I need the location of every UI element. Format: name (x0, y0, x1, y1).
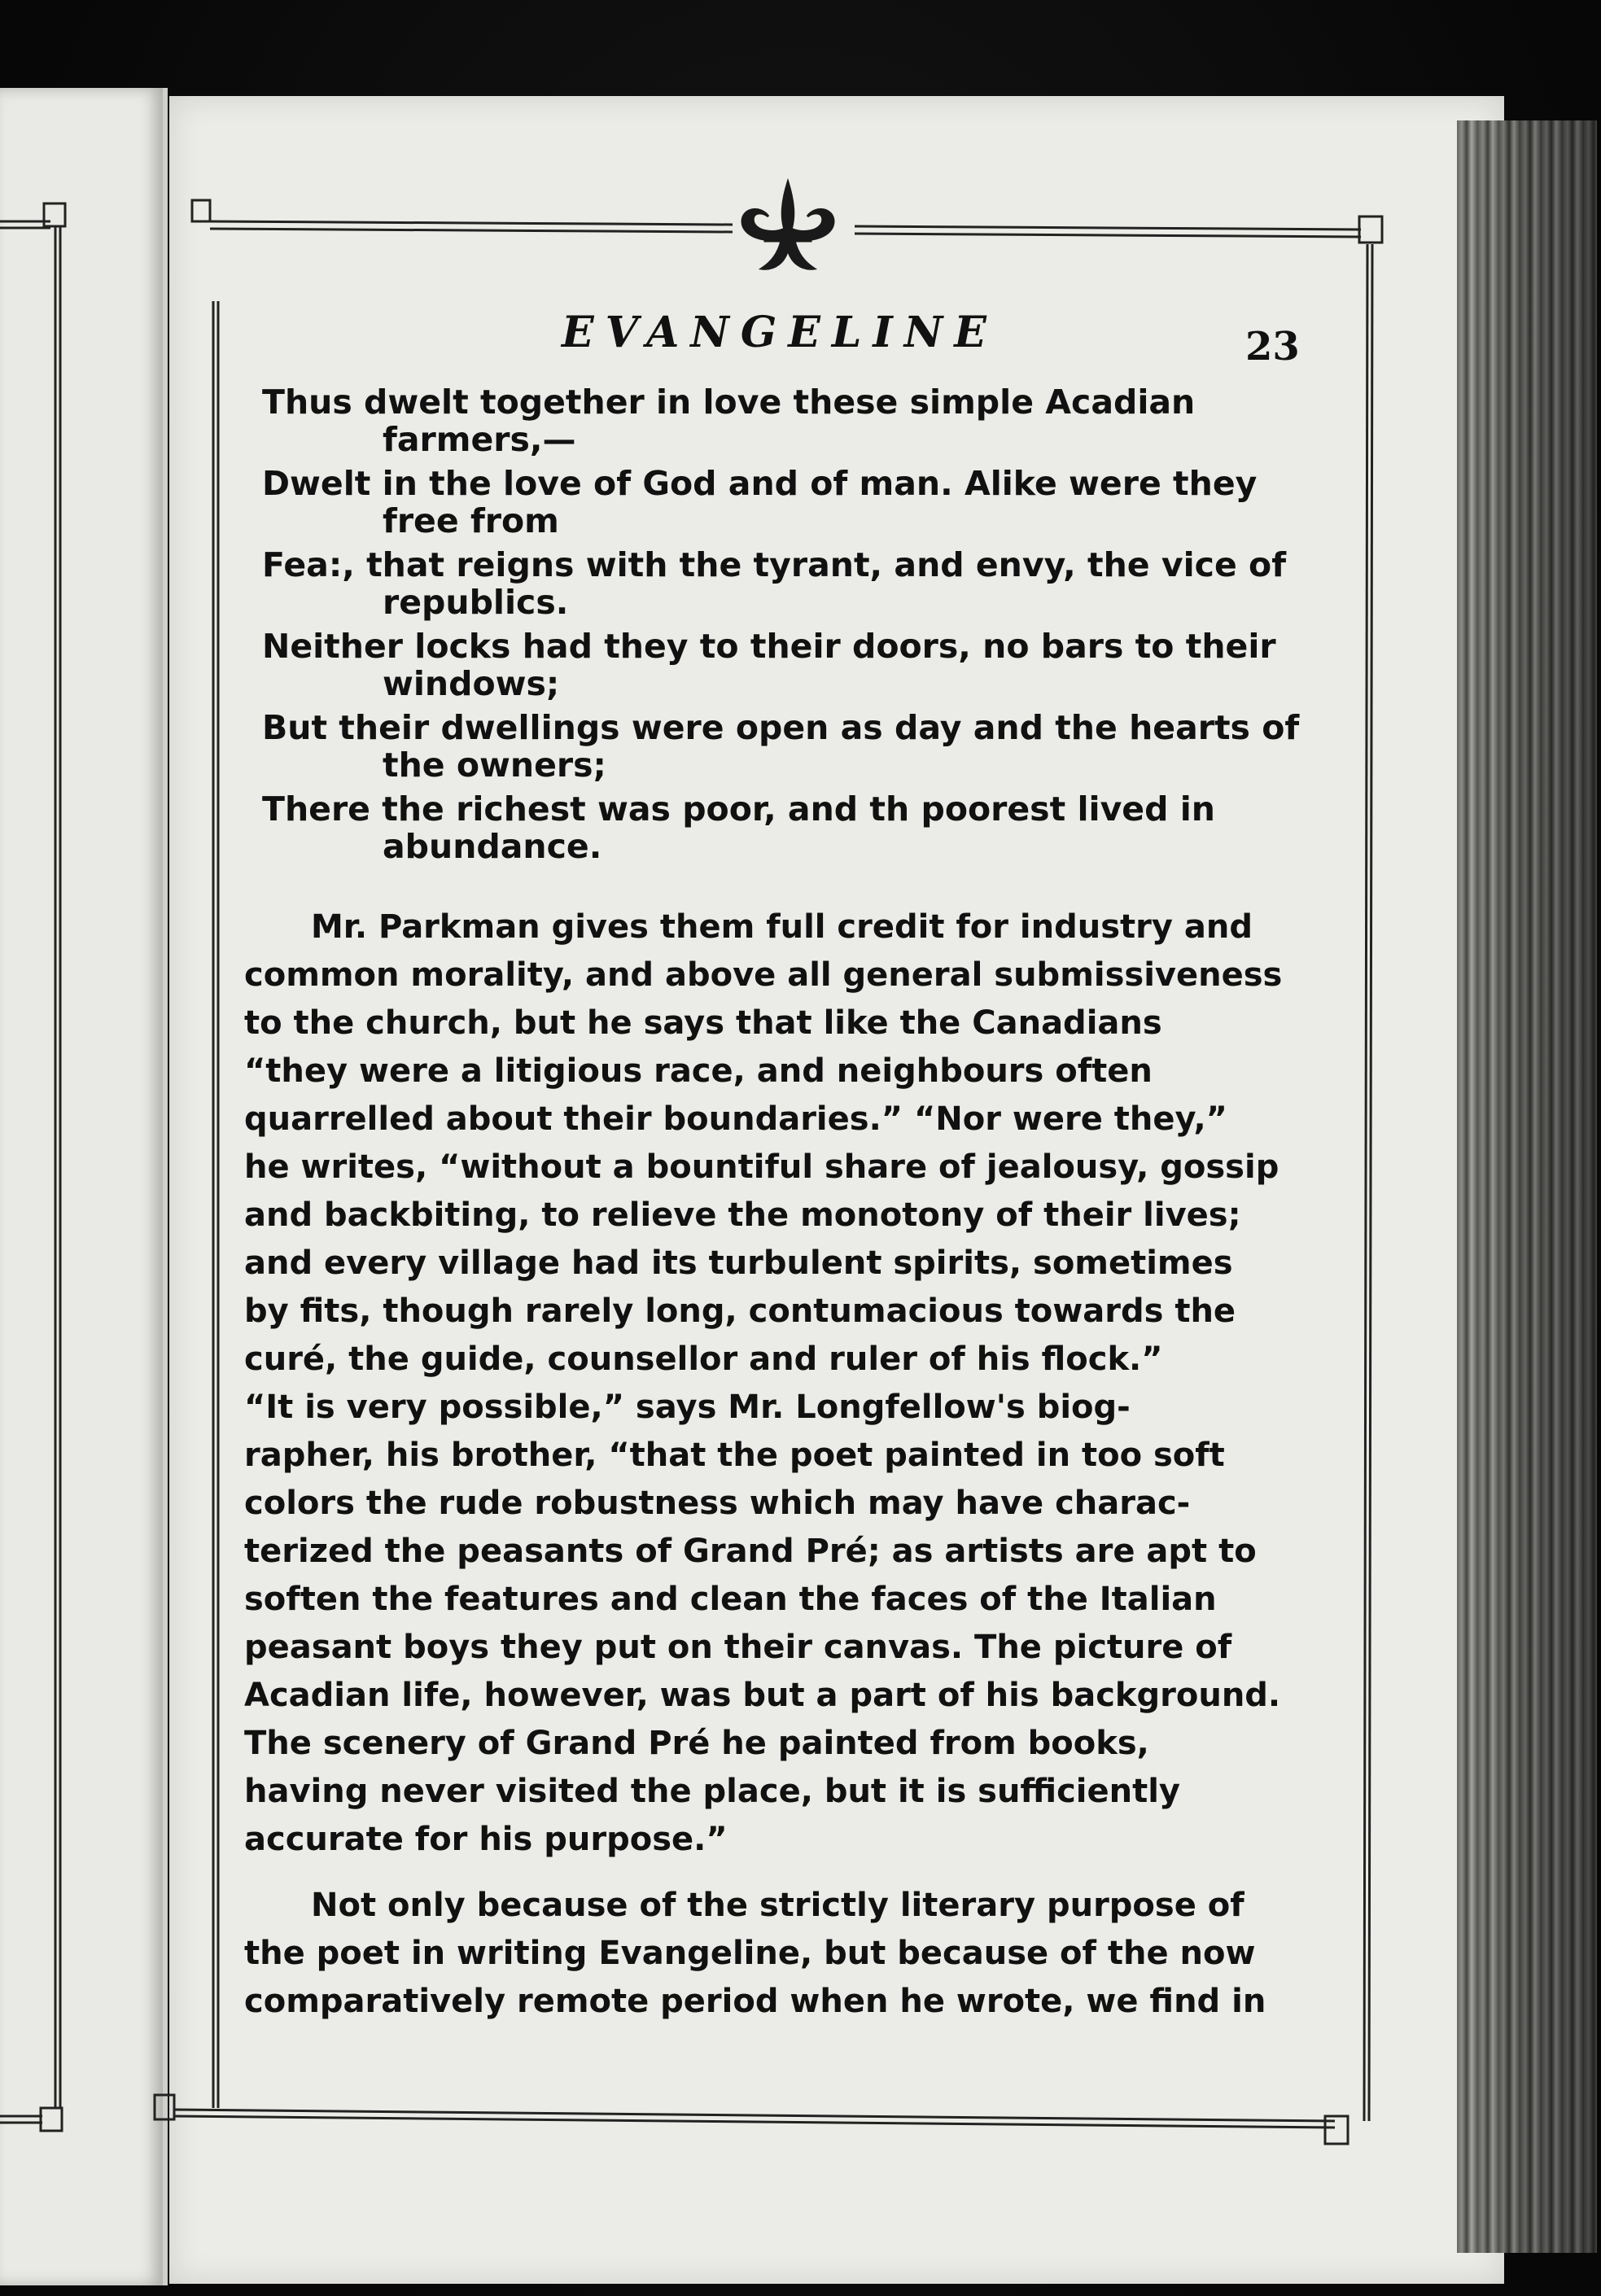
page-number: 23 (1245, 324, 1300, 370)
poem-line-first: Thus dwelt together in love these simple Acadian (262, 383, 1196, 422)
text-line: Acadian life, however, was but a part of his background. (244, 1677, 1281, 1714)
text-line: peasant boys they put on their canvas. The picture of (244, 1629, 1232, 1666)
text-line: to the church, but he says that like the Canadians (244, 1004, 1162, 1042)
text-line: curé, the guide, counsellor and ruler of his flock.” (244, 1340, 1163, 1378)
paragraph (244, 1882, 1270, 2026)
poem-line-first: Neither locks had they to their doors, no bars to their (262, 627, 1276, 666)
poem-line (262, 627, 1304, 702)
text-line: Not only because of the strictly literary purpose of (311, 1887, 1244, 1924)
text-line: comparatively remote period when he wrote, we find in (244, 1983, 1266, 2020)
poem-line-continuation: abundance. (383, 827, 602, 866)
running-title: EVANGELINE (562, 308, 998, 357)
poem-line-continuation: the owners; (383, 746, 606, 785)
facing-page-left (0, 88, 168, 2285)
text-line: the poet in writing Evangeline, but because of the now (244, 1935, 1256, 1972)
poem-line (262, 789, 1304, 864)
paragraph (244, 903, 1283, 1864)
paragraph-gap (244, 1864, 1270, 1882)
poem-line (262, 545, 1304, 620)
text-line: he writes, “without a bountiful share of jealousy, gossip (244, 1148, 1279, 1186)
text-line: quarrelled about their boundaries.” “Nor were they,” (244, 1100, 1227, 1138)
text-line: common morality, and above all general submissiveness (244, 956, 1283, 994)
text-line: accurate for his purpose.” (244, 1821, 728, 1858)
text-line: rapher, his brother, “that the poet painted in too soft (244, 1437, 1225, 1474)
text-line: “they were a litigious race, and neighbours often (244, 1052, 1153, 1090)
poem-line-first: Fea:, that reigns with the tyrant, and envy, the vice of (262, 545, 1287, 584)
poem-line-continuation: windows; (383, 664, 560, 703)
body-text (244, 903, 1283, 2026)
poem-line (262, 708, 1304, 783)
poem-line-first: But their dwellings were open as day and the hearts of (262, 708, 1300, 747)
text-line: having never visited the place, but it is sufficiently (244, 1773, 1180, 1810)
text-line: colors the rude robustness which may have charac- (244, 1485, 1191, 1522)
text-line: terized the peasants of Grand Pré; as artists are apt to (244, 1533, 1257, 1570)
text-line: and every village had its turbulent spirits, sometimes (244, 1244, 1233, 1282)
poem-line (262, 464, 1304, 539)
text-line: soften the features and clean the faces of the Italian (244, 1581, 1217, 1618)
poem-line-first: Dwelt in the love of God and of man. Alike were they (262, 464, 1258, 503)
text-line: “It is very possible,” says Mr. Longfellow's biog- (244, 1389, 1131, 1426)
text-line: The scenery of Grand Pré he painted from books, (244, 1725, 1149, 1762)
page-edge-shadow (1457, 120, 1597, 2253)
text-line: and backbiting, to relieve the monotony of their lives; (244, 1196, 1241, 1234)
text-line: by fits, though rarely long, contumacious towards the (244, 1292, 1236, 1330)
poem-line-continuation: free from (383, 501, 559, 540)
text-line: Mr. Parkman gives them full credit for industry and (311, 908, 1253, 946)
poem-line (262, 383, 1304, 457)
poem-line-first: There the richest was poor, and th poorest lived in (262, 789, 1215, 829)
poem-quotation (262, 383, 1304, 871)
poem-line-continuation: farmers,— (383, 420, 576, 459)
poem-line-continuation: republics. (383, 583, 569, 622)
